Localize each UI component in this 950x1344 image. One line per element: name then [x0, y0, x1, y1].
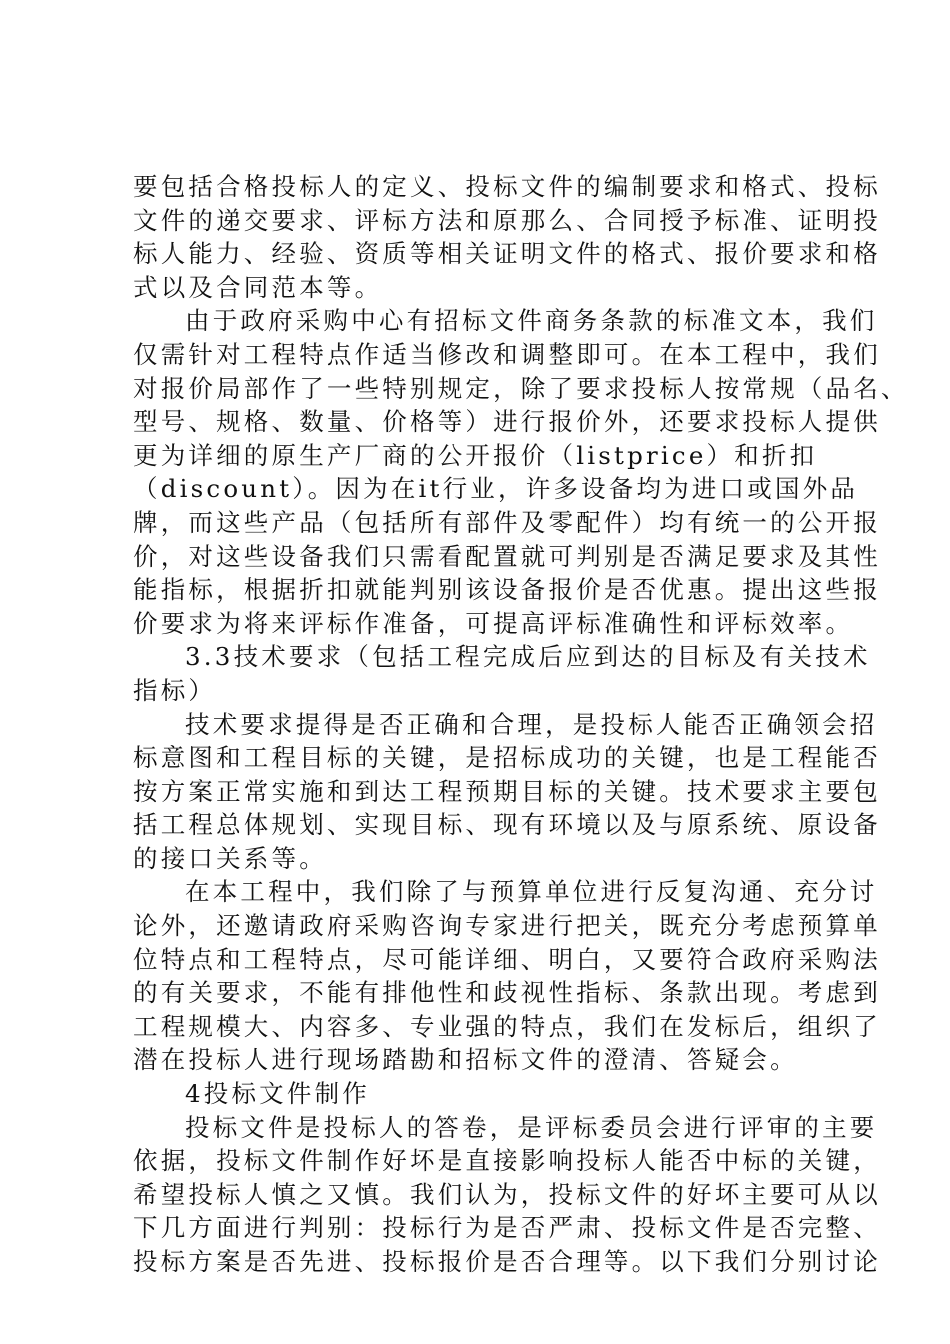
document-body	[133, 170, 909, 1279]
text-line: 式以及合同范本等。	[133, 272, 383, 302]
text-line: 指标）	[133, 675, 217, 705]
text-line: 位特点和工程特点，尽可能详细、明白，又要符合政府采购法	[133, 944, 881, 974]
text-line: 潜在投标人进行现场踏勘和招标文件的澄清、答疑会。	[133, 1045, 798, 1075]
text-line: 更为详细的原生产厂商的公开报价（listprice）和折扣	[133, 440, 818, 470]
text-line: 论外，还邀请政府采购咨询专家进行把关，既充分考虑预算单	[133, 911, 881, 941]
text-line: 按方案正常实施和到达工程预期目标的关键。技术要求主要包	[133, 776, 881, 806]
text-line: 技术要求提得是否正确和合理，是投标人能否正确领会招	[185, 709, 878, 739]
text-line: 工程规模大、内容多、专业强的特点，我们在发标后，组织了	[133, 1011, 881, 1041]
text-line: 在本工程中，我们除了与预算单位进行反复沟通、充分讨	[185, 877, 878, 907]
text-line: 括工程总体规划、实现目标、现有环境以及与原系统、原设备	[133, 810, 881, 840]
text-line: 标意图和工程目标的关键，是招标成功的关键，也是工程能否	[133, 743, 881, 773]
text-line: 3.3技术要求（包括工程完成后应到达的目标及有关技术	[185, 642, 871, 672]
text-line: 投标文件是投标人的答卷，是评标委员会进行评审的主要	[185, 1112, 878, 1142]
text-line: 依据，投标文件制作好坏是直接影响投标人能否中标的关键，	[133, 1146, 881, 1176]
text-line: 4投标文件制作	[185, 1079, 370, 1109]
text-line: 价要求为将来评标作准备，可提高评标准确性和评标效率。	[133, 608, 854, 638]
text-line: （discount）。因为在it行业，许多设备均为进口或国外品	[133, 474, 859, 504]
text-line: 文件的递交要求、评标方法和原那么、合同授予标准、证明投	[133, 205, 881, 235]
text-line: 下几方面进行判别：投标行为是否严肃、投标文件是否完整、	[133, 1213, 881, 1243]
text-line: 能指标，根据折扣就能判别该设备报价是否优惠。提出这些报	[133, 575, 881, 605]
text-line: 由于政府采购中心有招标文件商务条款的标准文本，我们	[185, 306, 878, 336]
text-line: 投标方案是否先进、投标报价是否合理等。以下我们分别讨论	[133, 1247, 881, 1276]
text-line: 型号、规格、数量、价格等）进行报价外，还要求投标人提供	[133, 407, 881, 437]
text-line: 标人能力、经验、资质等相关证明文件的格式、报价要求和格	[133, 239, 881, 269]
text-line: 希望投标人慎之又慎。我们认为，投标文件的好坏主要可从以	[133, 1179, 881, 1209]
text-line: 仅需针对工程特点作适当修改和调整即可。在本工程中，我们	[133, 339, 881, 369]
text-line: 的接口关系等。	[133, 843, 327, 873]
text-line: 对报价局部作了一些特别规定，除了要求投标人按常规（品名、	[133, 373, 909, 403]
text-line: 的有关要求，不能有排他性和歧视性指标、条款出现。考虑到	[133, 978, 881, 1008]
text-line: 牌，而这些产品（包括所有部件及零配件）均有统一的公开报	[133, 507, 881, 537]
text-line: 要包括合格投标人的定义、投标文件的编制要求和格式、投标	[133, 172, 881, 201]
text-line: 价，对这些设备我们只需看配置就可判别是否满足要求及其性	[133, 541, 881, 571]
